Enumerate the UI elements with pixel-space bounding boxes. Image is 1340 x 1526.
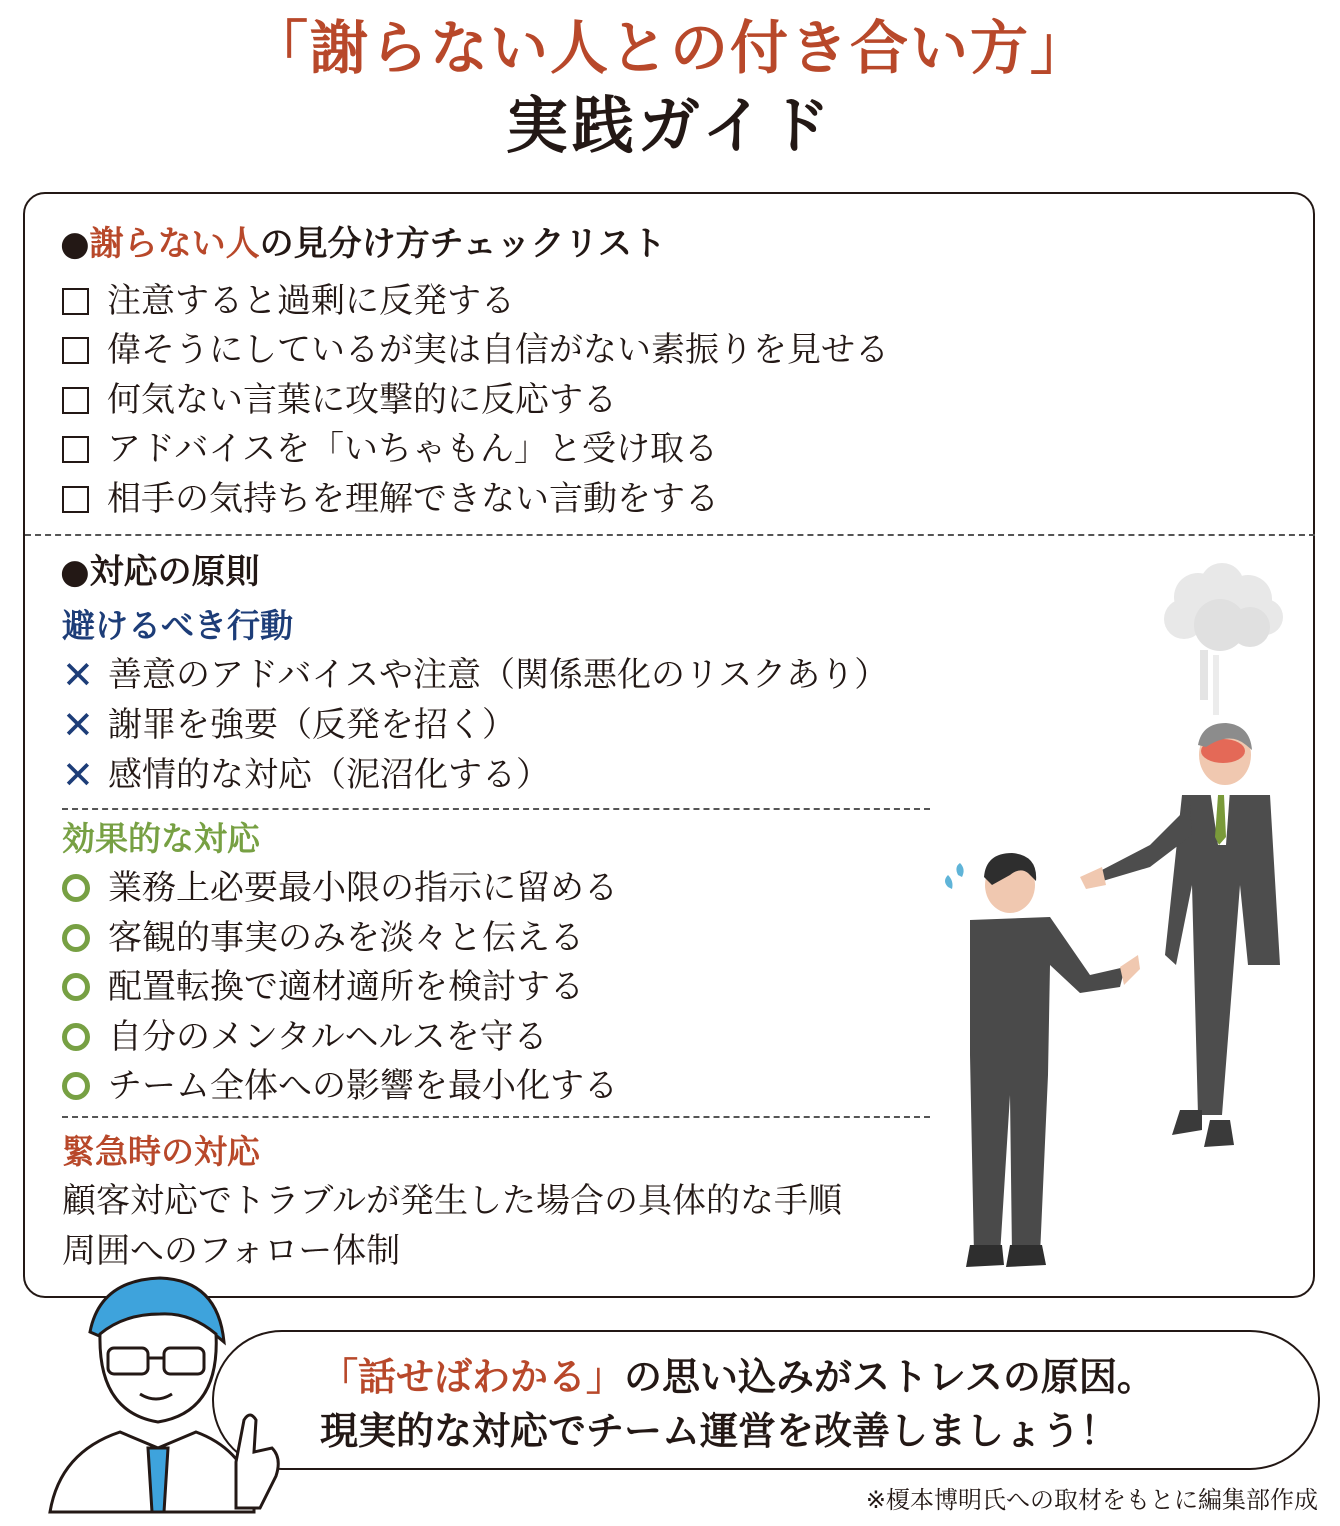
emergency-item: 周囲へのフォロー体制	[62, 1231, 401, 1271]
avoid-heading: 避けるべき行動	[62, 606, 293, 645]
effective-item	[62, 1014, 548, 1060]
advice-highlight: 「話せばわかる」	[320, 1355, 625, 1399]
checklist-item-label: 偉そうにしているが実は自信がない素振りを見せる	[107, 330, 889, 370]
emergency-item: 顧客対応でトラブルが発生した場合の具体的な手順	[62, 1181, 842, 1221]
checklist-item-label: 何気ない言葉に攻撃的に反応する	[107, 380, 617, 420]
effective-item-label: 配置転換で適材適所を検討する	[108, 967, 584, 1007]
cross-mark-icon: ✕	[62, 703, 94, 747]
checklist-heading	[60, 222, 666, 266]
checklist-item-label: アドバイスを「いちゃもん」と受け取る	[107, 429, 718, 469]
emergency-heading: 緊急時の対応	[62, 1132, 260, 1171]
checklist-item[interactable]	[62, 426, 718, 472]
avoid-item-label: 感情的な対応（泥沼化する）	[108, 755, 550, 795]
advice-line-2: 現実的な対応でチーム運営を改善しましょう！	[320, 1409, 1119, 1453]
page-title: 「謝らない人との付き合い方」	[249, 14, 1090, 82]
principles-heading	[60, 550, 260, 594]
circle-mark-icon	[62, 924, 90, 952]
checklist-heading-rest: の見分け方チェックリスト	[259, 224, 666, 264]
bullet-icon: ●	[60, 224, 90, 264]
circle-mark-icon	[62, 1072, 90, 1100]
checklist-item[interactable]	[62, 476, 719, 522]
page-subtitle: 実践ガイド	[505, 89, 835, 162]
checklist-item[interactable]	[62, 327, 889, 373]
subsection-divider	[62, 808, 930, 810]
avoid-item	[62, 702, 516, 748]
effective-item-label: 客観的事実のみを淡々と伝える	[108, 918, 584, 958]
advice-line-1-rest: の思い込みがストレスの原因。	[624, 1355, 1155, 1399]
office-confrontation-illustration	[930, 555, 1310, 1275]
effective-item	[62, 915, 584, 961]
effective-item-label: チーム全体への影響を最小化する	[108, 1066, 618, 1106]
effective-item	[62, 865, 618, 911]
checkbox-icon[interactable]	[62, 387, 89, 414]
checklist-item-label: 注意すると過剰に反発する	[107, 281, 515, 321]
source-footnote: ※榎本博明氏への取材をもとに編集部作成	[865, 1486, 1318, 1514]
anger-steam-icon	[1164, 563, 1283, 715]
advisor-illustration	[40, 1272, 300, 1522]
effective-item-label: 業務上必要最小限の指示に留める	[108, 868, 618, 908]
avoid-item-label: 善意のアドバイスや注意（関係悪化のリスクあり）	[108, 655, 889, 695]
section-divider	[25, 534, 1315, 536]
effective-heading: 効果的な対応	[62, 819, 260, 858]
circle-mark-icon	[62, 874, 90, 902]
effective-item	[62, 964, 584, 1010]
effective-item	[62, 1063, 618, 1109]
avoid-item	[62, 752, 550, 798]
checklist-item-label: 相手の気持ちを理解できない言動をする	[107, 479, 719, 519]
checkbox-icon[interactable]	[62, 337, 89, 364]
checklist-heading-highlight: 謝らない人	[89, 224, 260, 264]
employee-figure	[945, 853, 1140, 1267]
effective-item-label: 自分のメンタルヘルスを守る	[108, 1017, 548, 1057]
subsection-divider	[62, 1116, 930, 1118]
circle-mark-icon	[62, 973, 90, 1001]
advice-line-1	[320, 1352, 1155, 1402]
checklist-item[interactable]	[62, 278, 515, 324]
cross-mark-icon: ✕	[62, 753, 94, 797]
avoid-item-label: 謝罪を強要（反発を招く）	[108, 705, 516, 745]
cross-mark-icon: ✕	[62, 653, 94, 697]
bullet-icon: ●	[60, 552, 90, 592]
principles-heading-label: 対応の原則	[89, 552, 260, 592]
checkbox-icon[interactable]	[62, 486, 89, 513]
angry-boss-figure	[1080, 723, 1280, 1147]
avoid-item	[62, 652, 888, 698]
checkbox-icon[interactable]	[62, 436, 89, 463]
checkbox-icon[interactable]	[62, 288, 89, 315]
checklist-item[interactable]	[62, 377, 617, 423]
circle-mark-icon	[62, 1023, 90, 1051]
